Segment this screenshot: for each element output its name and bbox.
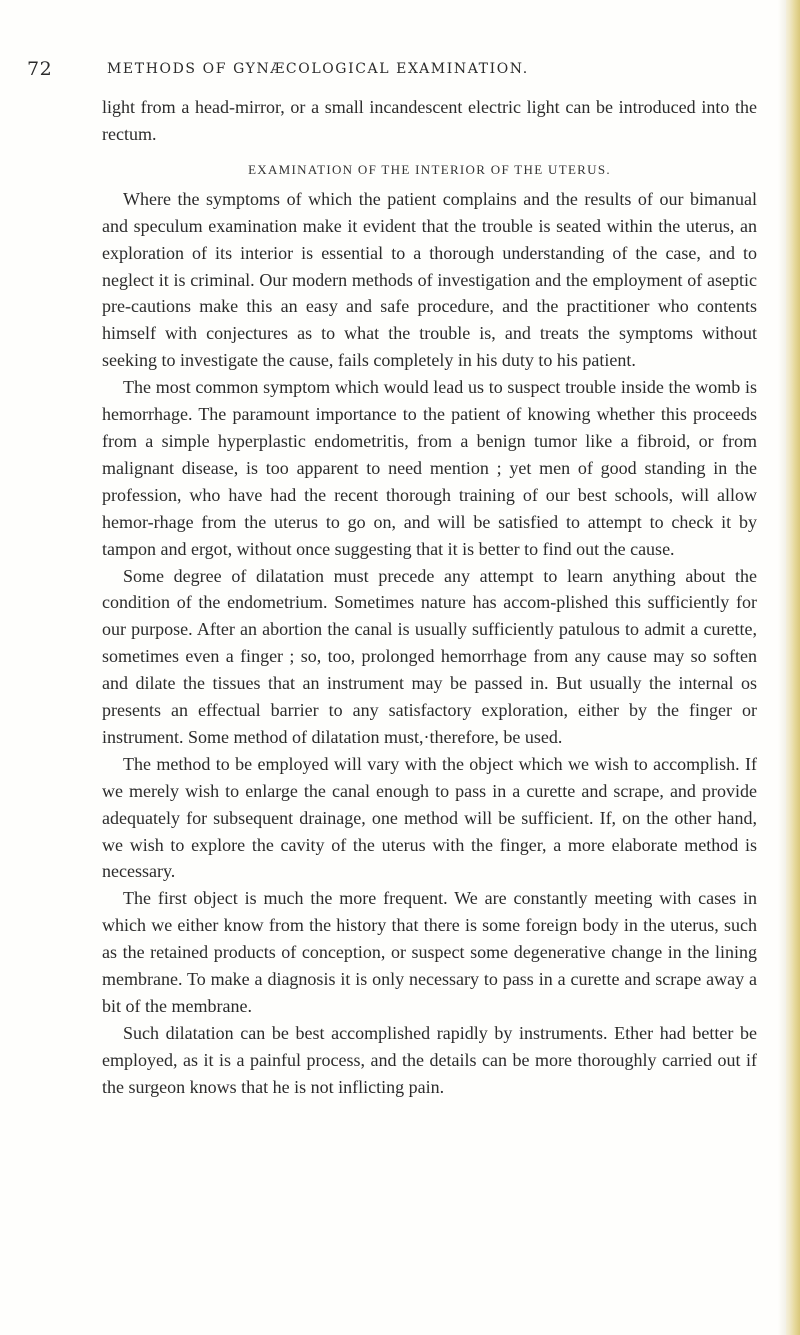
paragraph: The first object is much the more frequent. We are constantly meeting with cases in which we either know from the history that there is some foreign body in the uterus, such as the retained products of conception, or suspect some degenerative change in the lining membrane. To make a diagnosis it is only necessary to pass in a curette and scrape away a bit of the membrane. xyxy=(102,888,757,1016)
page-gutter-shadow xyxy=(778,0,786,1335)
opening-paragraph: light from a head-mirror, or a small incandescent electric light can be introduced into the rectum. xyxy=(102,97,757,144)
section-heading: EXAMINATION OF THE INTERIOR OF THE UTERUS. xyxy=(248,161,611,177)
paragraph: Such dilatation can be best accomplished rapidly by instruments. Ether had better be employed, as it is a painful process, and the details can be more thoroughly carried out if the surgeon knows that he is not inflicting pain. xyxy=(102,1022,757,1097)
running-title: METHODS OF GYNÆCOLOGICAL EXAMINATION. xyxy=(107,61,529,77)
page-number: 72 xyxy=(27,58,53,80)
page-body xyxy=(102,94,757,1101)
paragraph: Where the symptoms of which the patient complains and the results of our bimanual and speculum examination make it evident that the trouble is seated within the uterus, an exploration of its interior is essential to a thorough understanding of the case, and to neglect it is criminal. Our modern methods of investigation and the employment of aseptic pre-cautions make this an easy and safe procedure, and the practitioner who contents himself with conjectures as to what the trouble is, and treats the symptoms without seeking to investigate the cause, fails completely in his duty to his patient. xyxy=(102,188,757,371)
paragraph: The most common symptom which would lead us to suspect trouble inside the womb is hemorrhage. The paramount importance to the patient of knowing whether this proceeds from a simple hyperplastic endometritis, from a benign tumor like a fibroid, or from malignant disease, is too apparent to need mention ; yet men of good standing in the profession, who have had the recent thorough training of our best schools, will allow hemor-rhage from the uterus to go on, and will be satisfied to attempt to check it by tampon and ergot, without once suggesting that it is better to find out the cause. xyxy=(102,377,757,559)
page-edge xyxy=(786,0,800,1335)
paragraph: Some degree of dilatation must precede any attempt to learn anything about the condition of the endometrium. Sometimes nature has accom-plished this sufficiently for our purpose. After an abortion the canal is usually sufficiently patulous to admit a curette, sometimes even a finger ; so, too, prolonged hemorrhage from any cause may so soften and dilate the tissues that an instrument may be passed in. But usually the internal os presents an effectual barrier to any satisfactory exploration, either by the finger or instrument. Some method of dilatation must,·therefore, be used. xyxy=(102,565,757,747)
page-header xyxy=(27,58,727,82)
paragraph: The method to be employed will vary with the object which we wish to accomplish. If we merely wish to enlarge the canal enough to pass in a curette and scrape, and provide adequately for subsequent drainage, one method will be sufficient. If, on the other hand, we wish to explore the cavity of the uterus with the finger, a more elaborate method is necessary. xyxy=(102,753,757,882)
